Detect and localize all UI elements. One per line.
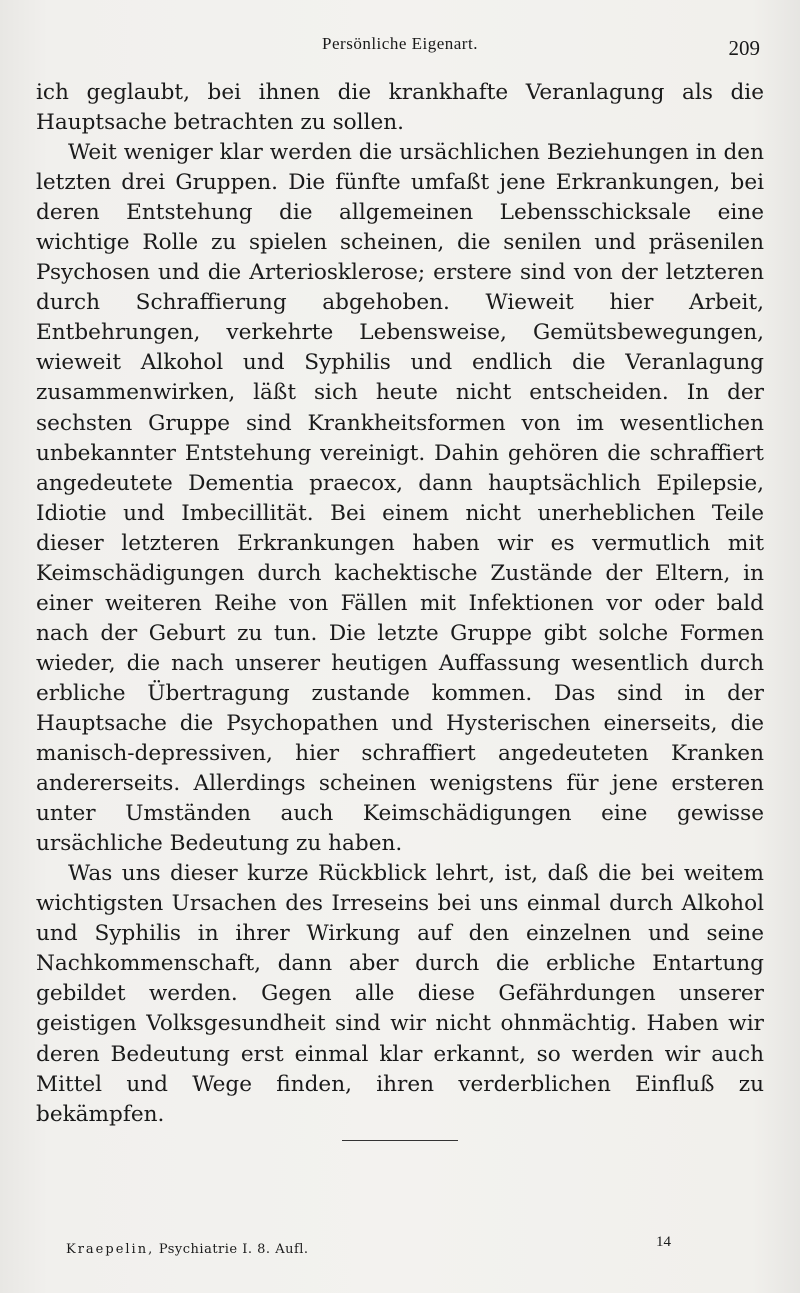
section-rule	[342, 1140, 458, 1141]
footer-imprint	[66, 1242, 309, 1257]
signature-mark: 14	[656, 1234, 671, 1250]
running-title: Persönliche Eigenart.	[322, 34, 478, 53]
paragraph-conclusion: Was uns dieser kurze Rückblick lehrt, ist, daß die bei weitem wichtigsten Ursachen des Irreseins bei uns einmal durch Alkohol und Syphilis in ihrer Wirkung auf den einzelnen und seine Nachkommenschaft, dann aber durch die erbliche Entartung gebildet werden. Gegen alle diese Gefährdungen unserer geistigen Volksgesundheit sind wir nicht ohnmächtig. Haben wir deren Bedeutung erst einmal klar erkannt, so werden wir auch Mittel und Wege finden, ihren verderblichen Einfluß zu bekämpfen.	[36, 861, 764, 1127]
running-head	[0, 34, 800, 58]
paragraph-continuation: ich geglaubt, bei ihnen die krankhafte Veranlagung als die Hauptsache betrachten zu sollen.	[36, 80, 764, 136]
footer-work: Psychiatrie I. 8. Aufl.	[158, 1242, 309, 1257]
page-number: 209	[728, 36, 760, 60]
footer-author: Kraepelin,	[66, 1242, 155, 1257]
body-text	[36, 78, 764, 1130]
paragraph-groups: Weit weniger klar werden die ursächlichen Beziehungen in den letzten drei Gruppen. Die fünfte umfaßt jene Erkrankungen, bei deren Entstehung die allgemeinen Lebensschicksale eine wichtige Rolle zu spielen scheinen, die senilen und präsenilen Psychosen und die Arteriosklerose; erstere sind von der letzteren durch Schraffierung abgehoben. Wieweit hier Arbeit, Entbehrungen, verkehrte Lebensweise, Gemütsbewegungen, wieweit Alkohol und Syphilis und endlich die Veranlagung zusammenwirken, läßt sich heute nicht entscheiden. In der sechsten Gruppe sind Krankheitsformen von im wesentlichen unbekannter Entstehung vereinigt. Dahin gehören die schraffiert angedeutete Dementia praecox, dann hauptsächlich Epilepsie, Idiotie und Imbecillität. Bei einem nicht unerheblichen Teile dieser letzteren Erkrankungen haben wir es vermutlich mit Keimschädigungen durch kachektische Zustände der Eltern, in einer weiteren Reihe von Fällen mit Infektionen vor oder bald nach der Geburt zu tun. Die letzte Gruppe gibt solche Formen wieder, die nach unserer heutigen Auffassung wesentlich durch erbliche Übertragung zustande kommen. Das sind in der Hauptsache die Psychopathen und Hysterischen einerseits, die manisch-depressiven, hier schraffiert angedeuteten Kranken andererseits. Allerdings scheinen wenigstens für jene ersteren unter Umständen auch Keimschädigungen eine gewisse ursächliche Bedeutung zu haben.	[36, 140, 764, 857]
